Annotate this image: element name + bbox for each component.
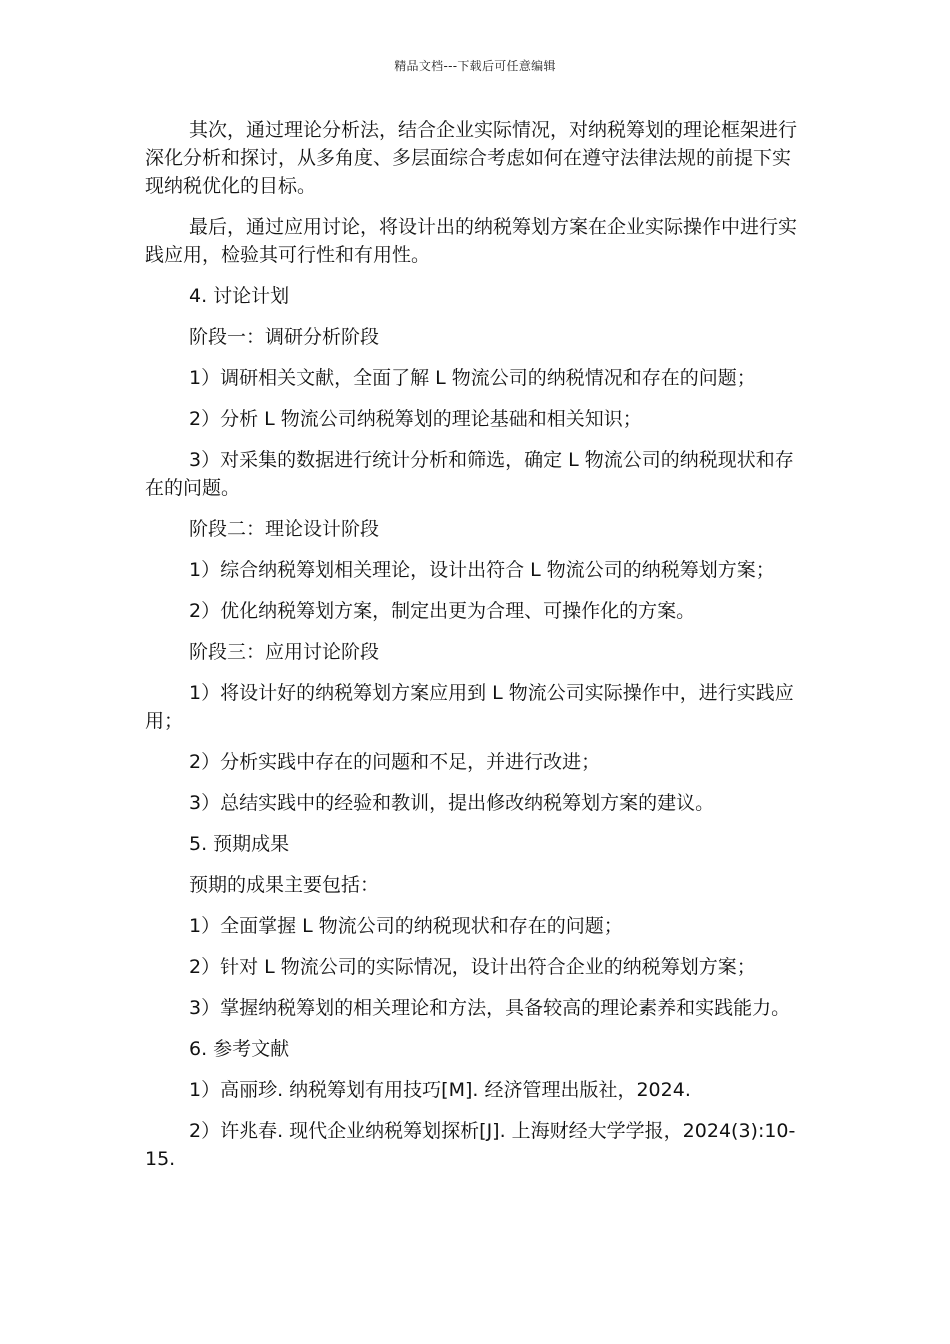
list-item: 3）对采集的数据进行统计分析和筛选，确定 L 物流公司的纳税现状和存在的问题。	[145, 449, 794, 499]
paragraph: 最后，通过应用讨论，将设计出的纳税筹划方案在企业实际操作中进行实践应用，检验其可行性和有用性。	[145, 216, 798, 266]
stage-heading: 阶段三：应用讨论阶段	[189, 641, 380, 663]
document-body	[145, 116, 807, 1186]
list-item: 1）将设计好的纳税筹划方案应用到 L 物流公司实际操作中，进行实践应用；	[145, 682, 794, 732]
reference-item: 1）高丽珍. 纳税筹划有用技巧[M]. 经济管理出版社，2024.	[189, 1079, 691, 1101]
section-heading: 6. 参考文献	[189, 1038, 290, 1060]
list-item: 1）全面掌握 L 物流公司的纳税现状和存在的问题；	[189, 915, 623, 937]
section-heading: 5. 预期成果	[189, 833, 290, 855]
stage-heading: 阶段一：调研分析阶段	[189, 326, 380, 348]
page-header: 精品文档---下载后可任意编辑	[394, 59, 556, 73]
list-item: 2）优化纳税筹划方案，制定出更为合理、可操作化的方案。	[189, 600, 696, 622]
reference-item: 2）许兆春. 现代企业纳税筹划探析[J]. 上海财经大学学报，2024(3):10-15.	[145, 1120, 796, 1170]
list-item: 2）针对 L 物流公司的实际情况，设计出符合企业的纳税筹划方案；	[189, 956, 756, 978]
list-item: 1）调研相关文献，全面了解 L 物流公司的纳税情况和存在的问题；	[189, 367, 756, 389]
list-item: 3）总结实践中的经验和教训，提出修改纳税筹划方案的建议。	[189, 792, 715, 814]
list-item: 2）分析实践中存在的问题和不足，并进行改进；	[189, 751, 601, 773]
paragraph: 预期的成果主要包括：	[189, 874, 380, 896]
list-item: 1）综合纳税筹划相关理论，设计出符合 L 物流公司的纳税筹划方案；	[189, 559, 775, 581]
section-heading: 4. 讨论计划	[189, 285, 290, 307]
list-item: 3）掌握纳税筹划的相关理论和方法，具备较高的理论素养和实践能力。	[189, 997, 791, 1019]
stage-heading: 阶段二：理论设计阶段	[189, 518, 380, 540]
paragraph: 其次，通过理论分析法，结合企业实际情况，对纳税筹划的理论框架进行深化分析和探讨，从多角度、多层面综合考虑如何在遵守法律法规的前提下实现纳税优化的目标。	[145, 119, 798, 197]
list-item: 2）分析 L 物流公司纳税筹划的理论基础和相关知识；	[189, 408, 642, 430]
